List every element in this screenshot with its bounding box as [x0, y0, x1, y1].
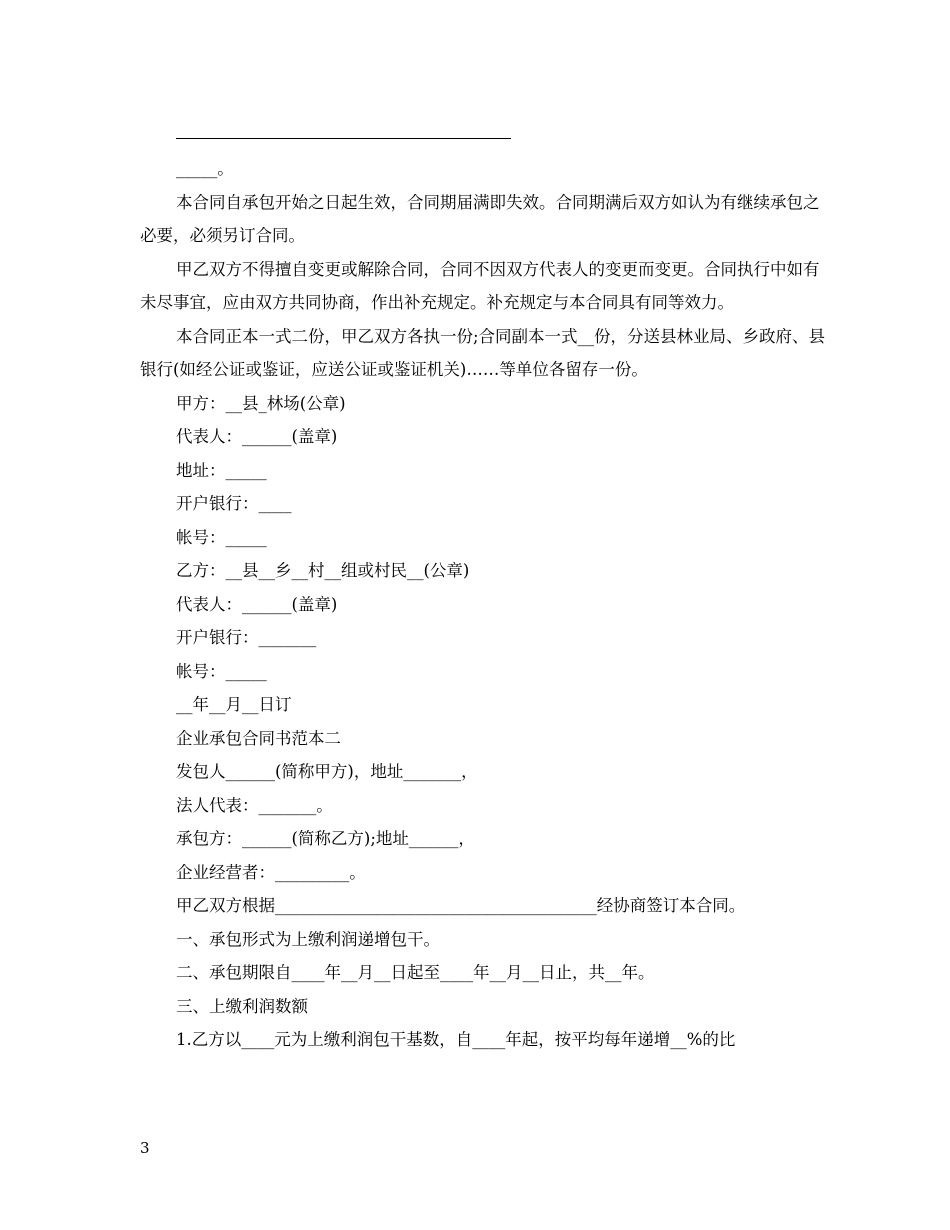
blank-underline — [176, 138, 511, 139]
paragraph-blank-end: _____。 — [176, 159, 234, 178]
paragraph-party-a-account: 帐号：_____ — [176, 527, 267, 547]
paragraph-party-b: 乙方：__县__乡__村__组或村民__(公章) — [176, 561, 470, 580]
paragraph-party-a: 甲方：__县_林场(公章) — [176, 393, 346, 413]
paragraph-sign-date: __年__月__日订 — [176, 695, 292, 714]
paragraph-party-a-rep: 代表人：______(盖章) — [176, 427, 338, 446]
paragraph-party-b-account: 帐号：_____ — [176, 661, 267, 681]
paragraph-party-b-bank: 开户银行：_______ — [176, 628, 317, 647]
paragraph-contractee: 承包方：______(简称乙方);地址______， — [176, 829, 475, 848]
paragraph-basis: 甲乙双方根据_______________________________________经协商签订本合同。 — [176, 896, 746, 915]
paragraph-no-change: 甲乙双方不得擅自变更或解除合同，合同不因双方代表人的变更而变更。合同执行中如有未尽事宜，应由双方共同协商，作出补充规定。补充规定与本合同具有同等效力。 — [140, 259, 820, 312]
paragraph-clause-2: 二、承包期限自____年__月__日起至____年__月__日止，共__年。 — [176, 963, 655, 982]
paragraph-template-two-title: 企业承包合同书范本二 — [176, 728, 341, 748]
paragraph-clause-1: 一、承包形式为上缴利润递增包干。 — [176, 929, 440, 949]
paragraph-party-a-bank: 开户银行：____ — [176, 494, 292, 513]
paragraph-party-b-rep: 代表人：______(盖章) — [176, 594, 338, 614]
paragraph-operator: 企业经营者：_________。 — [176, 862, 366, 882]
paragraph-effective-term: 本合同自承包开始之日起生效，合同期届满即失效。合同期满后双方如认为有继续承包之必要，必须另订合同。 — [140, 192, 820, 245]
paragraph-legal-rep: 法人代表：_______。 — [176, 795, 333, 815]
paragraph-copies: 本合同正本一式二份，甲乙双方各执一份;合同副本一式__份，分送县林业局、乡政府、县银行(如经公证或鉴证，应送公证或鉴证机关)……等单位各留存一份。 — [140, 326, 826, 379]
paragraph-contractor: 发包人______(简称甲方)，地址_______， — [176, 762, 478, 781]
document-body — [140, 152, 830, 1057]
page-number: 3 — [140, 1139, 150, 1157]
paragraph-party-a-address: 地址：_____ — [176, 460, 267, 480]
paragraph-clause-3-1: 1.乙方以____元为上缴利润包干基数，自____年起，按平均每年递增__%的比 — [176, 1030, 736, 1049]
paragraph-clause-3: 三、上缴利润数额 — [176, 996, 308, 1016]
